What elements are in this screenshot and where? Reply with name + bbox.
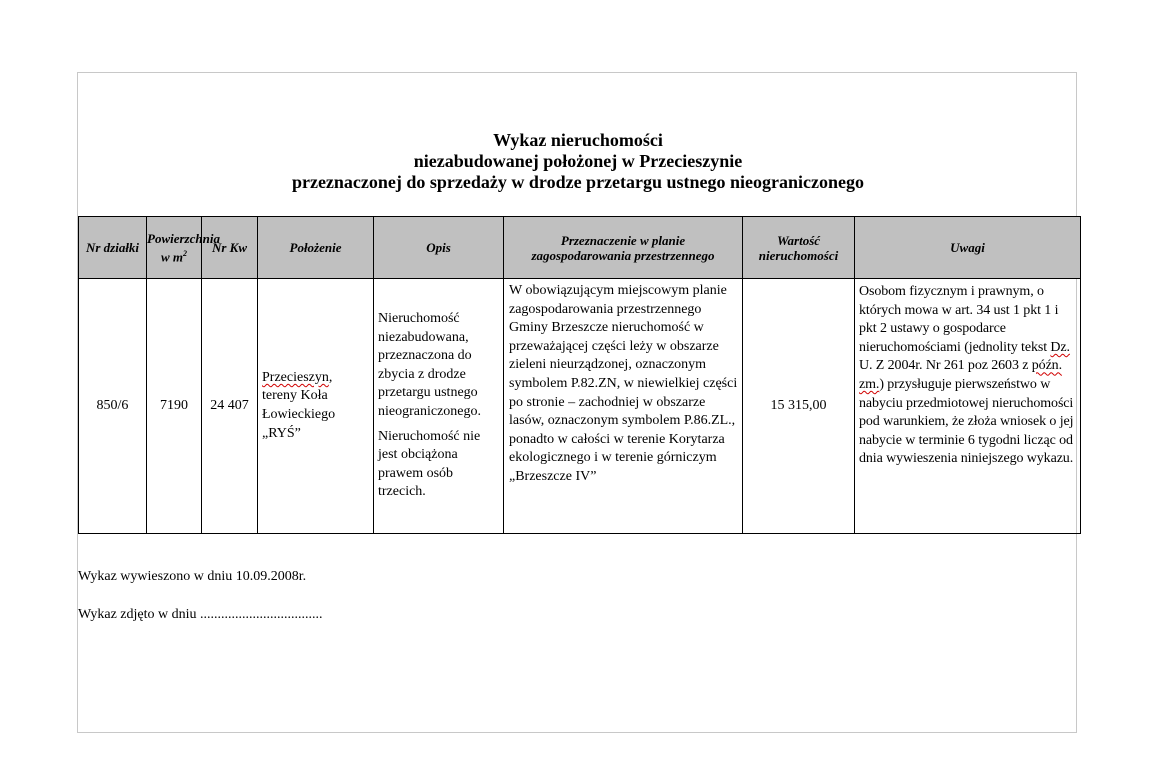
removed-date-line: Wykaz zdjęto w dniu ................................... bbox=[78, 607, 323, 622]
spellcheck-word-dz: Dz. bbox=[1050, 339, 1070, 355]
header-przeznaczenie: Przeznaczenie w planie zagospodarowania przestrzennego bbox=[504, 217, 743, 279]
title-line-2: niezabudowanej położonej w Przecieszynie bbox=[413, 151, 743, 171]
property-table bbox=[78, 216, 1081, 534]
header-opis: Opis bbox=[374, 217, 504, 279]
header-polozenie: Położenie bbox=[258, 217, 374, 279]
header-uwagi: Uwagi bbox=[855, 217, 1081, 279]
document-title bbox=[78, 130, 1078, 193]
cell-przeznaczenie: W obowiązującym miejscowym planie zagospodarowania przestrzennego Gminy Brzeszcze nieruchomość w przeważającej części leży w obszarze zieleni nieurządzonej, oznaczonym symbolem P.82.ZN, w niewielkiej części po stronie – zachodniej w obszarze lasów, oznaczonym symbolem P.86.ZL., ponadto w całości w terenie Korytarza ekologicznego i w terenie górniczym „Brzeszcze IV” bbox=[504, 279, 743, 534]
spellcheck-word-pozn: późn. zm. bbox=[859, 358, 1062, 392]
posted-date-line: Wykaz wywieszono w dniu 10.09.2008r. bbox=[78, 569, 307, 584]
title-line-1: Wykaz nieruchomości bbox=[493, 130, 663, 150]
header-nr-dzialki: Nr działki bbox=[79, 217, 147, 279]
cell-wartosc: 15 315,00 bbox=[743, 279, 855, 534]
cell-powierzchnia: 7190 bbox=[147, 279, 202, 534]
spellcheck-word-przecieszyn: Przecieszyn bbox=[262, 369, 329, 385]
cell-nr-dzialki: 850/6 bbox=[79, 279, 147, 534]
opis-paragraph-1: Nieruchomość niezabudowana, przeznaczona do zbycia z drodze przetargu ustnego nieograniczonego. bbox=[378, 311, 482, 419]
cell-polozenie: Przecieszyn, tereny Koła Łowieckiego „RYŚ” bbox=[258, 279, 374, 534]
cell-opis bbox=[374, 279, 504, 534]
cell-uwagi: Osobom fizycznym i prawnym, o których mowa w art. 34 ust 1 pkt 1 i pkt 2 ustawy o gospodarce nieruchomościami (jednolity tekst Dz. U. Z 2004r. Nr 261 poz 2603 z późn. zm.) przysługuje pierwszeństwo w nabyciu przedmiotowej nieruchomości pod warunkiem, że złoża wniosek o jej nabycie w terminie 6 tygodni licząc od dnia wywieszenia niniejszego wykazu. bbox=[855, 279, 1081, 534]
opis-paragraph-2: Nieruchomość nie jest obciążona prawem osób trzecich. bbox=[378, 428, 481, 500]
header-wartosc: Wartość nieruchomości bbox=[743, 217, 855, 279]
header-nr-kw: Nr Kw bbox=[202, 217, 258, 279]
header-powierzchnia: Powierzchnia w $m^2$ bbox=[147, 217, 202, 279]
table-row bbox=[79, 279, 1081, 534]
title-line-3: przeznaczonej do sprzedaży w drodze przetargu ustnego nieograniczonego bbox=[291, 172, 865, 192]
cell-nr-kw: 24 407 bbox=[202, 279, 258, 534]
table-header-row bbox=[79, 217, 1081, 279]
document-page bbox=[77, 72, 1077, 733]
